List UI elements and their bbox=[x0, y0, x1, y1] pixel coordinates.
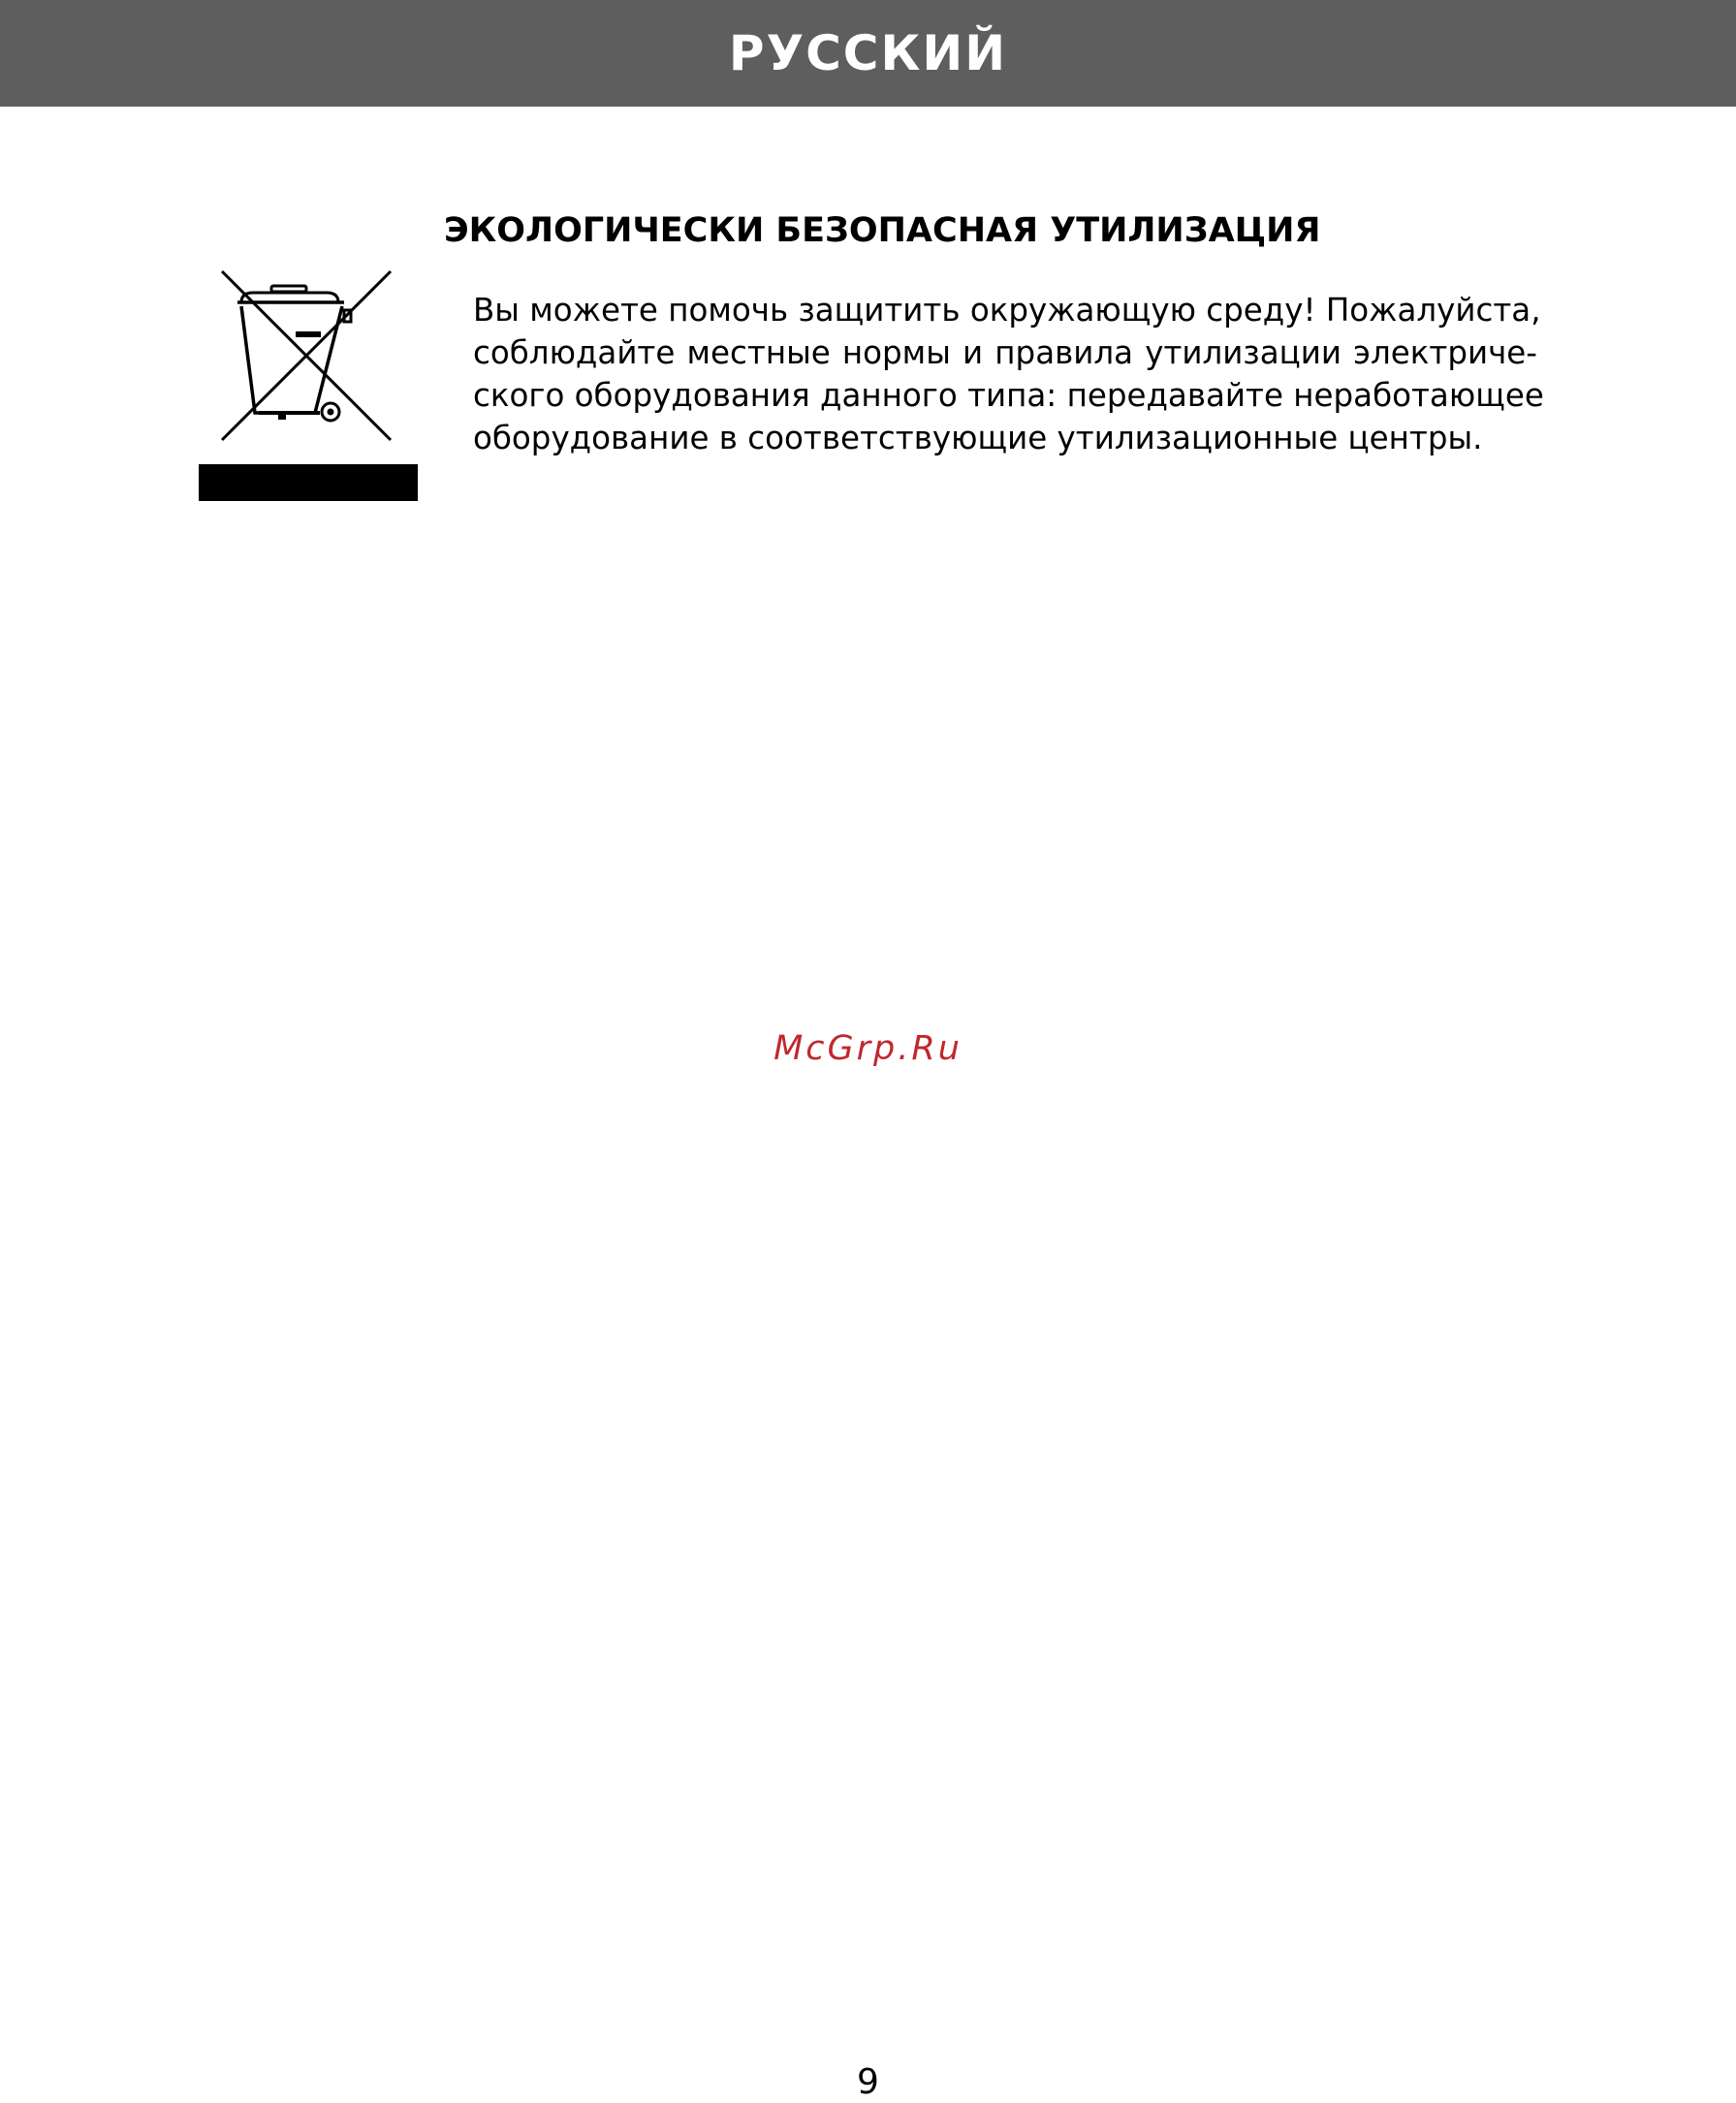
text-line: Вы можете помочь защитить окружающую среду! Пожалуйста, bbox=[473, 292, 1541, 329]
section-title: ЭКОЛОГИЧЕСКИ БЕЗОПАСНАЯ УТИЛИЗАЦИЯ bbox=[444, 211, 1321, 250]
page-number: 9 bbox=[857, 2062, 879, 2102]
disposal-instructions-text bbox=[473, 289, 1544, 459]
language-header-bar bbox=[0, 0, 1736, 107]
language-title: РУССКИЙ bbox=[728, 25, 1008, 81]
text-line: соблюдайте местные нормы и правила утилизации электриче- bbox=[473, 334, 1537, 371]
text-line: оборудование в соответствующие утилизационные центры. bbox=[473, 420, 1483, 456]
crossed-out-wheelie-bin-icon bbox=[199, 267, 418, 504]
text-line: ского оборудования данного типа: передавайте неработающее bbox=[473, 377, 1544, 414]
watermark: McGrp.Ru bbox=[773, 1029, 963, 1068]
